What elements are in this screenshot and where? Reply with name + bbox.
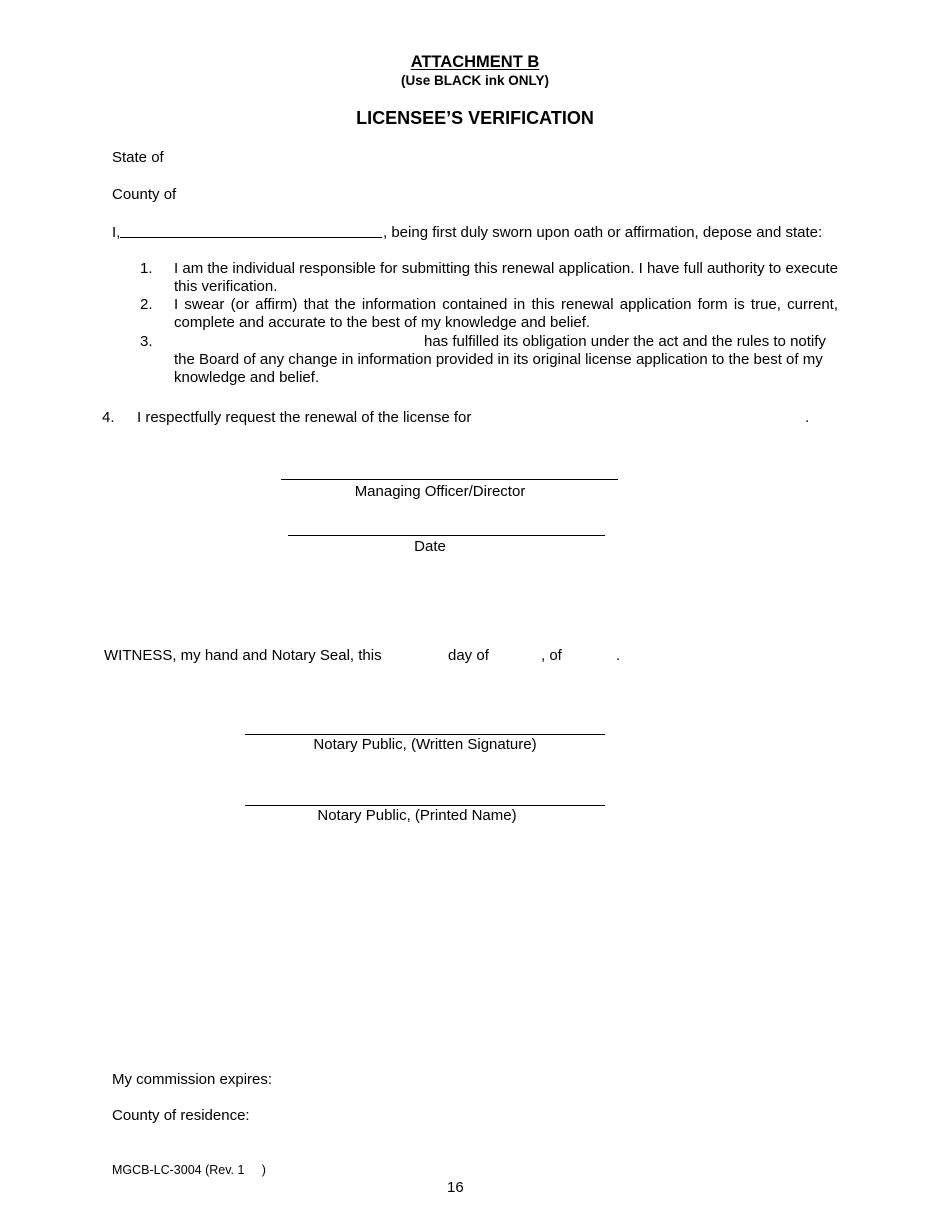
witness-of: , of (541, 647, 562, 664)
witness-day-of: day of (448, 647, 489, 664)
witness-lead: WITNESS, my hand and Notary Seal, this (104, 647, 382, 664)
notary-printed-label: Notary Public, (Printed Name) (317, 807, 517, 824)
item-2-text: I swear (or affirm) that the information contained in this renewal application form is true, current, complete and accurate to the best of my knowledge and belief. (174, 296, 838, 331)
notary-written-label: Notary Public, (Written Signature) (313, 736, 537, 753)
date-line[interactable] (288, 535, 605, 536)
item-4-text: I respectfully request the renewal of the license for (137, 409, 472, 426)
affiant-name-line[interactable] (120, 237, 382, 238)
witness-end: . (616, 647, 621, 664)
oath-prefix: I, (112, 224, 121, 241)
officer-label: Managing Officer/Director (354, 483, 526, 500)
state-label: State of (112, 149, 164, 166)
officer-signature-line[interactable] (281, 479, 618, 480)
item-3-number: 3. (140, 333, 153, 350)
oath-suffix: , being first duly sworn upon oath or affirmation, depose and state: (383, 224, 823, 241)
attachment-title: ATTACHMENT B (410, 53, 540, 71)
form-code: MGCB-LC-3004 (Rev. 1 ) (112, 1163, 266, 1177)
page-number: 16 (447, 1179, 464, 1196)
item-2-number: 2. (140, 296, 153, 313)
page-title: LICENSEE’S VERIFICATION (356, 108, 594, 128)
ink-note: (Use BLACK ink ONLY) (400, 73, 550, 88)
notary-printed-line[interactable] (245, 805, 605, 806)
county-residence-label: County of residence: (112, 1107, 250, 1124)
date-label: Date (414, 538, 446, 555)
item-1-number: 1. (140, 260, 153, 277)
item-1-text: I am the individual responsible for submitting this renewal application. I have full authority to execute this verification. (174, 260, 838, 295)
item-3-text-rest: the Board of any change in information provided in its original license application to the best of my knowledge and belief. (174, 351, 823, 386)
item-3-text-first: has fulfilled its obligation under the act and the rules to notify (424, 333, 826, 350)
item-4-end: . (805, 409, 810, 426)
county-label: County of (112, 186, 177, 203)
notary-signature-line[interactable] (245, 734, 605, 735)
commission-expires-label: My commission expires: (112, 1071, 273, 1088)
item-4-number: 4. (102, 409, 115, 426)
